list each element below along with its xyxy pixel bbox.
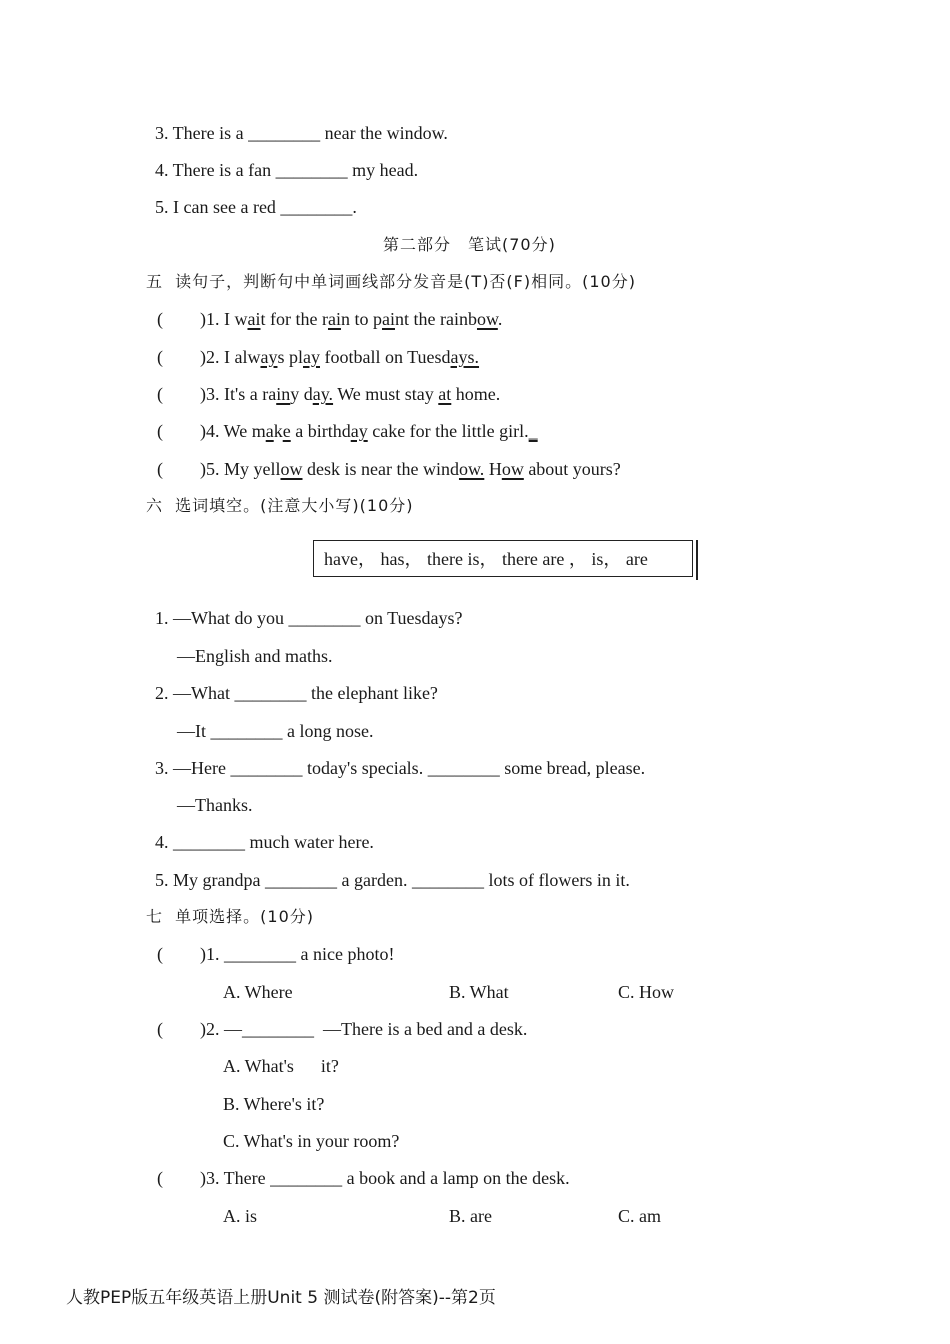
s7-q3-option-c: C. am [618,1206,661,1226]
s7-question-1: )1. ________ a nice photo! [200,944,395,964]
s7-q2-option-c: C. What's in your room? [223,1131,400,1151]
s6-line-5: 5. My grandpa ________ a garden. ________ lots of flowers in it. [155,870,630,890]
section6-title: 六 选词填空。(注意大小写)(10分) [146,496,414,515]
answer-paren: ( [157,421,163,441]
section7-title: 七 单项选择。(10分) [146,907,315,926]
answer-paren: ( [157,1168,163,1188]
word-bank-box [313,540,693,577]
s7-question-3: )3. There ________ a book and a lamp on the desk. [200,1168,570,1188]
s7-q1-option-a: A. Where [223,982,293,1002]
answer-paren: ( [157,944,163,964]
s6-line-3-answer: —Thanks. [177,795,253,815]
s6-line-1-answer: —English and maths. [177,646,333,666]
s7-q1-option-b: B. What [449,982,509,1002]
s7-q2-option-a: A. What's it? [223,1056,339,1076]
listen-line-5: 5. I can see a red ________. [155,197,357,217]
word-bank-text: have， has， there is， there are ， is， are [324,549,648,569]
s6-line-1: 1. —What do you ________ on Tuesdays? [155,608,463,628]
s6-line-2: 2. —What ________ the elephant like? [155,683,438,703]
s7-q1-option-c: C. How [618,982,675,1002]
s6-line-3: 3. —Here ________ today's specials. ________ some bread, please. [155,758,646,778]
answer-paren: ( [157,459,163,479]
word-bank-edge [696,540,698,580]
section5-title: 五 读句子，判断句中单词画线部分发音是(T)否(F)相同。(10分) [146,272,636,291]
s7-q3-option-b: B. are [449,1206,492,1226]
answer-paren: ( [157,1019,163,1039]
part-two-title: 第二部分 笔试(70分) [383,235,556,254]
answer-paren: ( [157,309,163,329]
listen-line-3: 3. There is a ________ near the window. [155,123,448,143]
answer-paren: ( [157,347,163,367]
s5-item-line: )1. I wait for the rain to paint the rainbow. [200,309,503,329]
s5-item-line: )3. It's a rainy day. We must stay at home. [200,384,501,404]
listen-line-4: 4. There is a fan ________ my head. [155,160,419,180]
s5-item-line: )4. We make a birthday cake for the little girl._ [200,421,538,441]
s6-line-4: 4. ________ much water here. [155,832,374,852]
page-footer: 人教PEP版五年级英语上册Unit 5 测试卷(附答案)--第2页 [66,1288,496,1308]
s7-q2-option-b: B. Where's it? [223,1094,325,1114]
s7-question-2: )2. —________ —There is a bed and a desk. [200,1019,528,1039]
s6-line-2-answer: —It ________ a long nose. [177,721,374,741]
s7-q3-option-a: A. is [223,1206,258,1226]
s5-item-line: )2. I always play football on Tuesdays. [200,347,480,367]
s5-item-line: )5. My yellow desk is near the window. How about yours? [200,459,621,479]
answer-paren: ( [157,384,163,404]
